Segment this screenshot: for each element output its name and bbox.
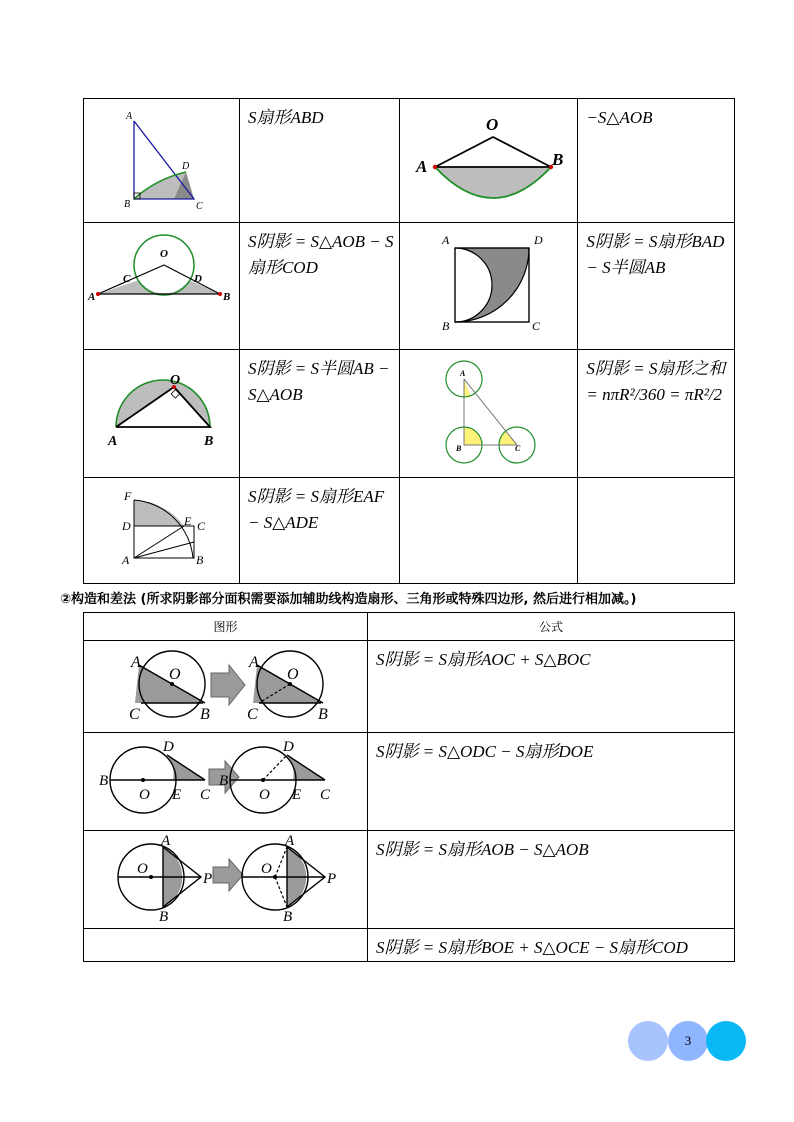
table-header-row <box>84 613 735 641</box>
arrow-icon <box>213 859 243 891</box>
badge-circle-left <box>628 1021 668 1061</box>
label: P <box>203 871 213 887</box>
circle-tangents-figure <box>85 831 365 923</box>
circle-triangle-figure <box>86 224 236 344</box>
label: D <box>533 232 543 247</box>
svg-text:O: O <box>287 666 300 683</box>
svg-text:P: P <box>327 871 337 887</box>
table-row <box>84 478 735 584</box>
svg-text:B: B <box>219 773 229 789</box>
label: B <box>441 318 450 333</box>
label: C <box>123 272 131 285</box>
formula-cell <box>578 350 735 478</box>
label: D <box>122 519 132 533</box>
column-header-figure: 图形 <box>84 613 368 641</box>
formula-cell <box>239 99 399 223</box>
label: O <box>485 115 499 134</box>
svg-text:D: D <box>283 739 295 755</box>
label: O <box>169 666 182 683</box>
label: A <box>122 553 130 567</box>
formula-cell <box>578 223 735 350</box>
label: B <box>159 909 169 923</box>
figure-cell <box>84 733 368 831</box>
label: B <box>124 199 131 210</box>
three-circles-figure <box>402 351 576 471</box>
area-formula-table <box>83 98 735 584</box>
empty-cell <box>578 478 735 584</box>
table-row <box>84 99 735 223</box>
label: B <box>204 434 214 449</box>
circle-sector-triangle-figure <box>85 641 365 727</box>
svg-text:C: C <box>247 706 259 723</box>
formula: S阴影 = S扇形之和 = nπR²/360 = πR²/2 <box>586 359 726 404</box>
label: A <box>415 157 428 176</box>
badge-circle-right <box>706 1021 746 1061</box>
formula-cell <box>239 223 399 350</box>
label: D <box>163 739 175 755</box>
svg-text:B: B <box>283 909 293 923</box>
figure-cell <box>84 641 368 733</box>
label: O <box>139 787 151 803</box>
table-row <box>84 929 735 962</box>
label: A <box>126 111 133 122</box>
formula-cell <box>367 831 734 929</box>
label: C <box>531 318 540 333</box>
formula-cell <box>367 929 734 962</box>
arrow-icon <box>211 665 245 705</box>
label: A <box>459 369 466 378</box>
label: D <box>182 161 190 172</box>
formula: S阴影 = S△AOB − S扇形COD <box>247 232 394 277</box>
section-heading: ②构造和差法 (所求阴影部分面积需要添加辅助线构造扇形、三角形或特殊四边形, 然后进行相加减。) <box>60 592 637 607</box>
formula: −S△AOB <box>586 108 653 127</box>
shaded-region <box>134 500 184 526</box>
figure-cell <box>400 99 578 223</box>
formula: S阴影 = S扇形BOE + S△OCE − S扇形COD <box>375 938 688 957</box>
label: C <box>196 201 204 212</box>
sector-triangle-figure <box>402 99 576 217</box>
formula-cell <box>578 99 735 223</box>
quarter-circle-rectangle-figure <box>86 478 236 578</box>
figure-cell <box>400 350 578 478</box>
label: C <box>197 519 206 533</box>
label: A <box>108 434 118 449</box>
label: B <box>455 444 462 453</box>
label: B <box>200 706 211 723</box>
label: A <box>131 654 142 671</box>
column-header-formula: 公式 <box>367 613 734 641</box>
empty-cell <box>400 478 578 584</box>
empty-cell <box>84 929 368 962</box>
table-row <box>84 733 735 831</box>
figure-cell <box>84 350 240 478</box>
label: O <box>137 861 149 877</box>
formula: S阴影 = S半圆AB − S△AOB <box>247 359 390 404</box>
formula-cell <box>239 350 399 478</box>
table-row <box>84 350 735 478</box>
figure-cell <box>84 223 240 350</box>
label: F <box>124 489 132 503</box>
formula: S阴影 = S扇形BAD − S半圆AB <box>586 232 725 277</box>
label: O <box>170 373 181 388</box>
formula: S阴影 = S扇形EAF − S△ADE <box>247 487 385 532</box>
figure-cell <box>84 831 368 929</box>
table-row <box>84 641 735 733</box>
svg-text:O: O <box>261 861 273 877</box>
formula-cell <box>367 641 734 733</box>
label: O <box>160 247 169 260</box>
label: B <box>99 773 109 789</box>
label: B <box>551 150 564 169</box>
svg-text:A: A <box>285 833 295 849</box>
svg-text:C: C <box>320 787 331 803</box>
label: A <box>441 232 450 247</box>
svg-text:B: B <box>318 706 329 723</box>
square-sector-figure <box>402 224 576 344</box>
table-row <box>84 831 735 929</box>
label: E <box>172 787 182 803</box>
semicircle-triangle-figure <box>86 351 236 471</box>
svg-text:E: E <box>292 787 302 803</box>
label: E <box>184 514 192 528</box>
label: A <box>88 290 96 303</box>
figure-cell <box>84 99 240 223</box>
label: B <box>196 553 204 567</box>
page-number-badge <box>628 1021 746 1061</box>
figure-cell <box>400 223 578 350</box>
formula-cell <box>367 733 734 831</box>
label: B <box>223 290 231 303</box>
formula: S扇形ABD <box>247 108 324 127</box>
label: D <box>194 272 203 285</box>
right-triangle-sector-figure <box>86 99 236 217</box>
formula: S阴影 = S扇形AOC + S△BOC <box>375 650 591 669</box>
formula-cell <box>239 478 399 584</box>
table-row <box>84 223 735 350</box>
label: A <box>161 833 171 849</box>
figure-cell <box>84 478 240 584</box>
label: C <box>514 444 521 453</box>
label: C <box>200 787 211 803</box>
construction-method-table <box>83 612 735 962</box>
formula: S阴影 = S扇形AOB − S△AOB <box>375 840 589 859</box>
label: C <box>129 706 141 723</box>
svg-text:O: O <box>259 787 271 803</box>
page-number: 3 <box>684 1033 692 1048</box>
circle-tangent-figure <box>85 733 365 825</box>
svg-text:A: A <box>249 654 260 671</box>
formula: S阴影 = S△ODC − S扇形DOE <box>375 742 594 761</box>
